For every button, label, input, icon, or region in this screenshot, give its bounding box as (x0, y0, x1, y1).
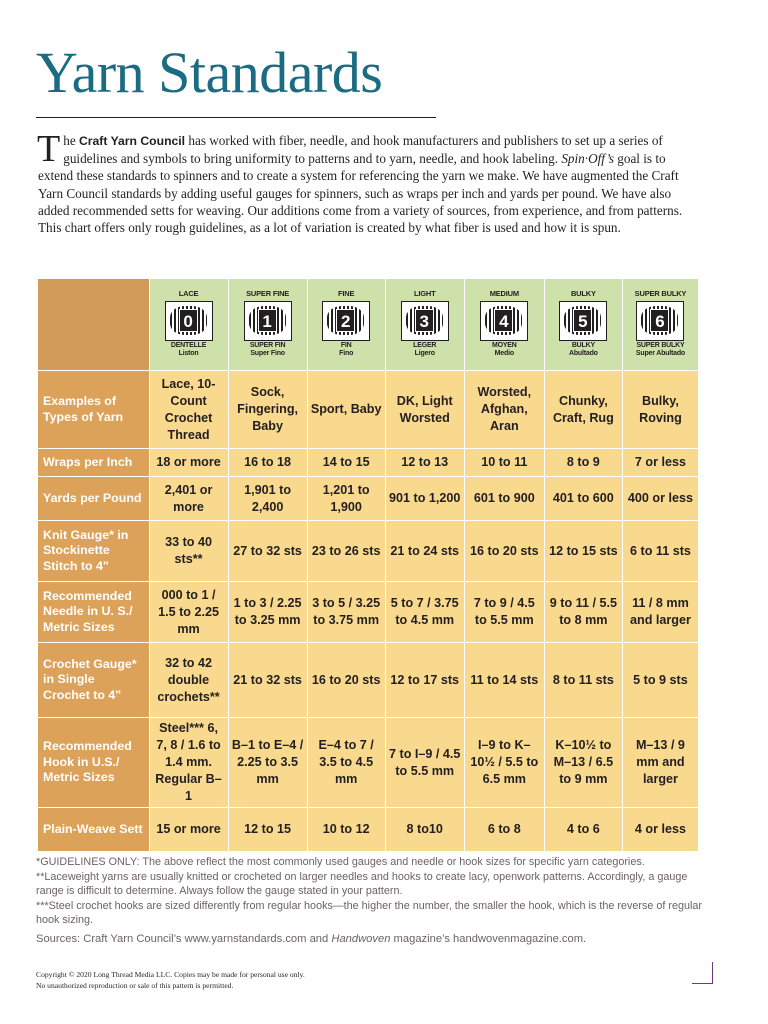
symbol-category: SUPER FINE (246, 288, 290, 298)
table-cell: 6 to 8 (464, 808, 544, 852)
table-cell: DK, Light Worsted (385, 371, 464, 449)
symbol-french: DENTELLE (170, 341, 207, 349)
yarn-standards-table (37, 278, 699, 852)
row-label: Crochet Gauge* in Single Crochet to 4" (38, 643, 150, 718)
symbol-french: SUPER FIN (249, 341, 286, 349)
table-cell: Steel*** 6, 7, 8 / 1.6 to 1.4 mm. Regular B–1 (149, 718, 228, 808)
table-cell: 16 to 20 sts (307, 643, 385, 718)
table-cell: 000 to 1 / 1.5 to 2.25 mm (149, 582, 228, 643)
table-cell: 7 or less (622, 449, 698, 477)
table-cell: I–9 to K–10½ / 5.5 to 6.5 mm (464, 718, 544, 808)
symbol-category: FINE (338, 288, 355, 298)
intro-magazine: Spin·Off’s (561, 151, 614, 167)
table-row (38, 477, 699, 521)
symbol-number: 3 (415, 309, 434, 332)
symbol-category: BULKY (570, 288, 596, 298)
intro-paragraph (37, 128, 696, 236)
table-row (38, 643, 699, 718)
table-cell: 1 to 3 / 2.25 to 3.25 mm (228, 582, 307, 643)
table-cell: 23 to 26 sts (307, 521, 385, 582)
table-cell: Lace, 10-Count Crochet Thread (149, 371, 228, 449)
symbol-cell (149, 279, 228, 371)
symbol-cell (544, 279, 622, 371)
symbol-number: 2 (336, 309, 355, 332)
table-cell: Worsted, Afghan, Aran (464, 371, 544, 449)
table-cell: 8 to 9 (544, 449, 622, 477)
symbol-french: LEGER (413, 341, 437, 349)
table-cell: 8 to 11 sts (544, 643, 622, 718)
symbol-number: 5 (573, 309, 592, 332)
table-cell: 10 to 11 (464, 449, 544, 477)
table-cell: 21 to 32 sts (228, 643, 307, 718)
table-cell: 21 to 24 sts (385, 521, 464, 582)
page-corner-mark (692, 983, 713, 984)
table-row (38, 718, 699, 808)
intro-lead: he (63, 133, 79, 148)
page-corner-mark (712, 962, 713, 983)
intro-org: Craft Yarn Council (78, 134, 186, 148)
table-cell: 2,401 or more (149, 477, 228, 521)
yarn-skein-icon (559, 301, 607, 341)
row-label: Plain-Weave Sett (38, 808, 150, 852)
table-cell: 7 to I–9 / 4.5 to 5.5 mm (385, 718, 464, 808)
sources-suffix: magazine’s handwovenmagazine.com. (390, 933, 587, 945)
symbol-cell (228, 279, 307, 371)
table-cell: 5 to 7 / 3.75 to 4.5 mm (385, 582, 464, 643)
symbol-cell (385, 279, 464, 371)
table-cell: 6 to 11 sts (622, 521, 698, 582)
copyright-notice (36, 970, 305, 991)
yarn-skein-icon (244, 301, 292, 341)
sources-prefix: Sources: Craft Yarn Council’s www.yarnstandards.com and (36, 933, 332, 945)
symbol-number: 1 (258, 309, 277, 332)
table-cell: Bulky, Roving (622, 371, 698, 449)
symbol-cell (464, 279, 544, 371)
symbol-category: MEDIUM (489, 288, 519, 298)
table-cell: 4 to 6 (544, 808, 622, 852)
yarn-skein-icon (322, 301, 370, 341)
table-cell: Sock, Fingering, Baby (228, 371, 307, 449)
table-row (38, 808, 699, 852)
yarn-weight-symbol (549, 289, 617, 359)
yarn-weight-symbol (391, 289, 459, 359)
table-cell: 901 to 1,200 (385, 477, 464, 521)
table-cell: Chunky, Craft, Rug (544, 371, 622, 449)
table-cell: 601 to 900 (464, 477, 544, 521)
yarn-skein-icon (480, 301, 528, 341)
symbol-french: SUPER BULKY (636, 341, 685, 349)
yarn-skein-icon (165, 301, 213, 341)
table-cell: 8 to10 (385, 808, 464, 852)
sources-line (36, 933, 586, 945)
table-cell: 12 to 15 (228, 808, 307, 852)
row-label: Examples of Types of Yarn (38, 371, 150, 449)
symbol-number: 6 (650, 309, 669, 332)
row-label: Knit Gauge* in Stockinette Stitch to 4" (38, 521, 150, 582)
table-cell: 1,901 to 2,400 (228, 477, 307, 521)
symbol-header-row (38, 279, 699, 371)
table-cell: 401 to 600 (544, 477, 622, 521)
yarn-weight-symbol (626, 289, 694, 359)
table-cell: 12 to 17 sts (385, 643, 464, 718)
footnotes (36, 855, 716, 928)
symbol-french: BULKY (571, 341, 595, 349)
row-label: Recommended Hook in U.S./ Metric Sizes (38, 718, 150, 808)
footnote: *GUIDELINES ONLY: The above reflect the most commonly used gauges and needle or hook sizes for specific yarn categories. (36, 856, 645, 868)
table-cell: 7 to 9 / 4.5 to 5.5 mm (464, 582, 544, 643)
symbol-spanish: Fino (339, 350, 354, 358)
symbol-spanish: Super Fino (250, 350, 285, 358)
symbol-spanish: Super Abultado (635, 350, 685, 358)
copyright-line: No unauthorized reproduction or sale of this pattern is permitted. (36, 980, 234, 990)
table-cell: 32 to 42 double crochets** (149, 643, 228, 718)
intro-text-2: goal is to extend these standards to spinners and to create a system for referencing the yarn we make. We have augmented the Craft Yarn Council standards by adding useful gauges for spinners, such as wraps per inch and yards per pound. We have also added recommended setts for weaving. Our additions come from a variety of sources, from experience, and from patterns. This chart offers only rough guidelines, as a lot of variation is created by what fiber is used and how it is spun. (38, 151, 683, 236)
symbol-french: MOYEN (491, 341, 517, 349)
table-cell: 12 to 15 sts (544, 521, 622, 582)
table-cell: B–1 to E–4 / 2.25 to 3.5 mm (228, 718, 307, 808)
drop-cap: T (37, 128, 61, 170)
symbol-category: SUPER BULKY (634, 288, 687, 298)
table-cell: 1,201 to 1,900 (307, 477, 385, 521)
table-cell: 10 to 12 (307, 808, 385, 852)
footnote: **Laceweight yarns are usually knitted or crocheted on larger needles and hooks to create lacy, openwork patterns. Accordingly, a gauge range is difficult to determine. Always follow the gauge stated in your pattern. (36, 870, 688, 898)
symbol-spanish: Ligero (414, 350, 435, 358)
header-corner (38, 279, 150, 371)
table-cell: 3 to 5 / 3.25 to 3.75 mm (307, 582, 385, 643)
table-cell: 12 to 13 (385, 449, 464, 477)
symbol-spanish: Medio (494, 350, 514, 358)
table-cell: E–4 to 7 / 3.5 to 4.5 mm (307, 718, 385, 808)
table-cell: 9 to 11 / 5.5 to 8 mm (544, 582, 622, 643)
symbol-cell (307, 279, 385, 371)
table-cell: 400 or less (622, 477, 698, 521)
table-cell: 4 or less (622, 808, 698, 852)
copyright-line: Copyright © 2020 Long Thread Media LLC. Copies may be made for personal use only. (36, 970, 305, 979)
title-rule (36, 117, 436, 118)
yarn-weight-symbol (312, 289, 380, 359)
table-cell: 16 to 18 (228, 449, 307, 477)
symbol-number: 4 (494, 309, 513, 332)
table-cell: M–13 / 9 mm and larger (622, 718, 698, 808)
table-cell: 33 to 40 sts** (149, 521, 228, 582)
table-cell: 5 to 9 sts (622, 643, 698, 718)
symbol-category: LIGHT (413, 288, 436, 298)
intro-text-1: has worked with fiber, needle, and hook manufacturers and publishers to set up a series of guidelines and symbols to bring uniformity to patterns and to yarn, needle, and hook labeling. (63, 133, 663, 167)
symbol-category: LACE (178, 288, 199, 298)
table-cell: 16 to 20 sts (464, 521, 544, 582)
row-label: Yards per Pound (38, 477, 150, 521)
table-cell: Sport, Baby (307, 371, 385, 449)
table-row (38, 582, 699, 643)
yarn-skein-icon (636, 301, 684, 341)
yarn-weight-symbol (470, 289, 538, 359)
symbol-french: FIN (340, 341, 352, 349)
table-cell: 18 or more (149, 449, 228, 477)
symbol-number: 0 (179, 309, 198, 332)
symbol-cell (622, 279, 698, 371)
table-row (38, 449, 699, 477)
symbol-spanish: Liston (178, 350, 199, 358)
table-cell: 11 / 8 mm and larger (622, 582, 698, 643)
table-row (38, 521, 699, 582)
table-cell: 11 to 14 sts (464, 643, 544, 718)
sources-magazine: Handwoven (331, 933, 391, 945)
yarn-weight-symbol (155, 289, 223, 359)
yarn-skein-icon (401, 301, 449, 341)
yarn-weight-symbol (234, 289, 302, 359)
table-cell: K–10½ to M–13 / 6.5 to 9 mm (544, 718, 622, 808)
page-title: Yarn Standards (36, 40, 383, 105)
row-label: Recommended Needle in U. S./ Metric Sizes (38, 582, 150, 643)
row-label: Wraps per Inch (38, 449, 150, 477)
table-cell: 27 to 32 sts (228, 521, 307, 582)
table-cell: 15 or more (149, 808, 228, 852)
table-cell: 14 to 15 (307, 449, 385, 477)
symbol-spanish: Abultado (569, 350, 598, 358)
footnote: ***Steel crochet hooks are sized differently from regular hooks—the higher the number, the smaller the hook, which is the reverse of regular hook sizing. (36, 899, 702, 927)
table-row (38, 371, 699, 449)
